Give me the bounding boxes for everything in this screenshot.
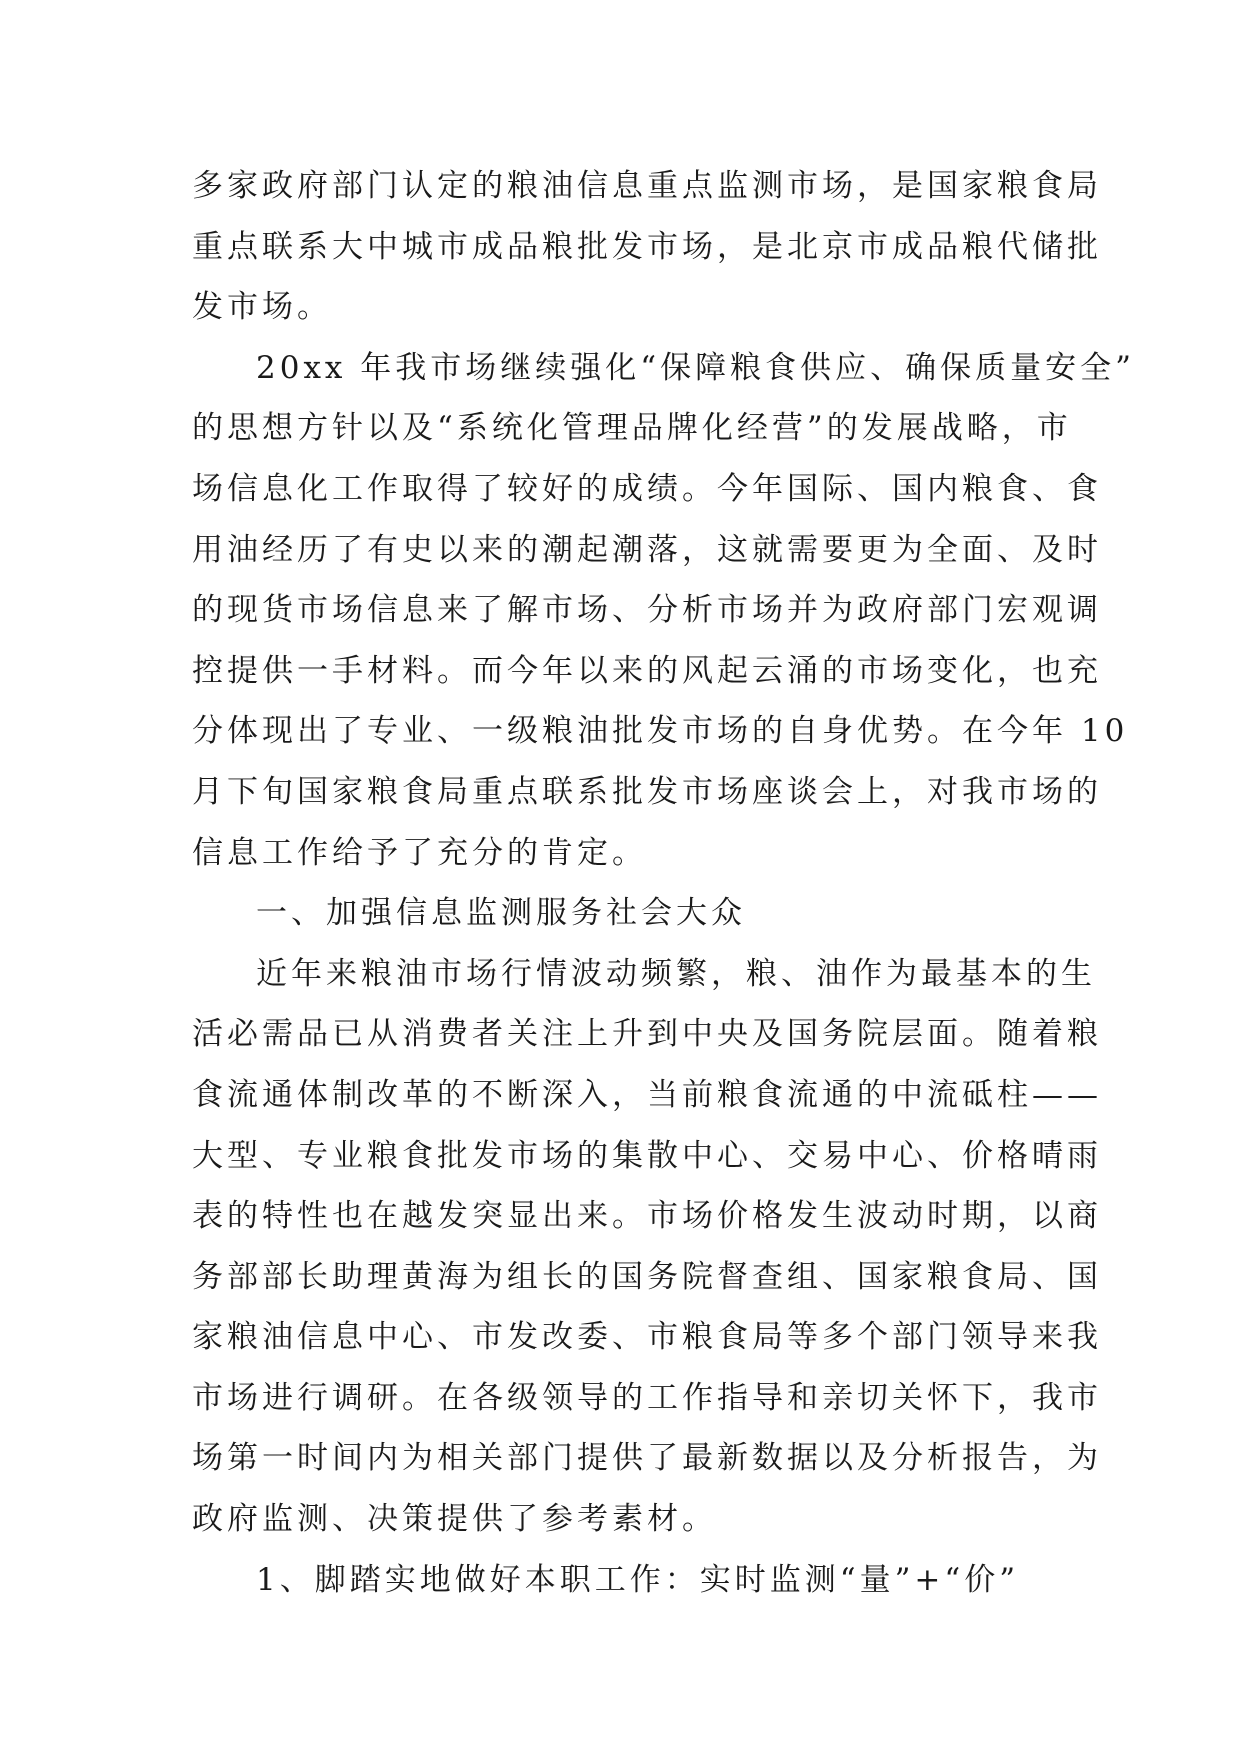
text-line: 活必需品已从消费者关注上升到中央及国务院层面。随着粮: [192, 1016, 1102, 1053]
subsection-heading: [192, 1550, 1050, 1611]
section-heading: [192, 883, 1050, 944]
text-line: 多家政府部门认定的粮油信息重点监测市场，是国家粮食局: [192, 168, 1102, 204]
text-line: 分体现出了专业、一级粮油批发市场的自身优势。在今年 10: [192, 713, 1129, 750]
text-line: 的思想方针以及“系统化管理品牌化经营”的发展战略，市: [192, 410, 1072, 447]
text-line: 场信息化工作取得了较好的成绩。今年国际、国内粮食、食: [192, 470, 1102, 507]
paragraph-monitoring: [192, 944, 1102, 1550]
text-line: 月下旬国家粮食局重点联系批发市场座谈会上，对我市场的: [192, 773, 1102, 810]
text-line: 食流通体制改革的不断深入，当前粮食流通的中流砥柱——: [192, 1076, 1102, 1113]
text-line: 发市场。: [192, 289, 332, 326]
text-line: 用油经历了有史以来的潮起潮落，这就需要更为全面、及时: [192, 531, 1102, 568]
text-line: 政府监测、决策提供了参考素材。: [192, 1501, 717, 1538]
text-line: 市场进行调研。在各级领导的工作指导和亲切关怀下，我市: [192, 1379, 1102, 1416]
text-line: 20xx 年我市场继续强化“保障粮食供应、确保质量安全”: [256, 349, 1135, 386]
paragraph-annual-summary: [192, 338, 1135, 883]
text-line: 表的特性也在越发突显出来。市场价格发生波动时期，以商: [192, 1198, 1102, 1235]
text-line: 的现货市场信息来了解市场、分析市场并为政府部门宏观调: [192, 592, 1102, 629]
text-line: 大型、专业粮食批发市场的集散中心、交易中心、价格晴雨: [192, 1137, 1102, 1174]
text-line: 近年来粮油市场行情波动频繁，粮、油作为最基本的生: [256, 955, 1096, 992]
text-line: 控提供一手材料。而今年以来的风起云涌的市场变化，也充: [192, 652, 1102, 689]
text-line: 信息工作给予了充分的肯定。: [192, 834, 647, 871]
text-line: 场第一时间内为相关部门提供了最新数据以及分析报告，为: [192, 1440, 1102, 1477]
text-line: 重点联系大中城市成品粮批发市场，是北京市成品粮代储批: [192, 228, 1102, 265]
heading-line: 1、脚踏实地做好本职工作：实时监测“量”+“价”: [256, 1561, 1020, 1598]
document-body: [192, 156, 1135, 1610]
paragraph-intro-continuation: [192, 156, 1102, 338]
text-line: 务部部长助理黄海为组长的国务院督查组、国家粮食局、国: [192, 1258, 1102, 1295]
heading-line: 一、加强信息监测服务社会大众: [256, 895, 746, 932]
text-line: 家粮油信息中心、市发改委、市粮食局等多个部门领导来我: [192, 1319, 1102, 1356]
